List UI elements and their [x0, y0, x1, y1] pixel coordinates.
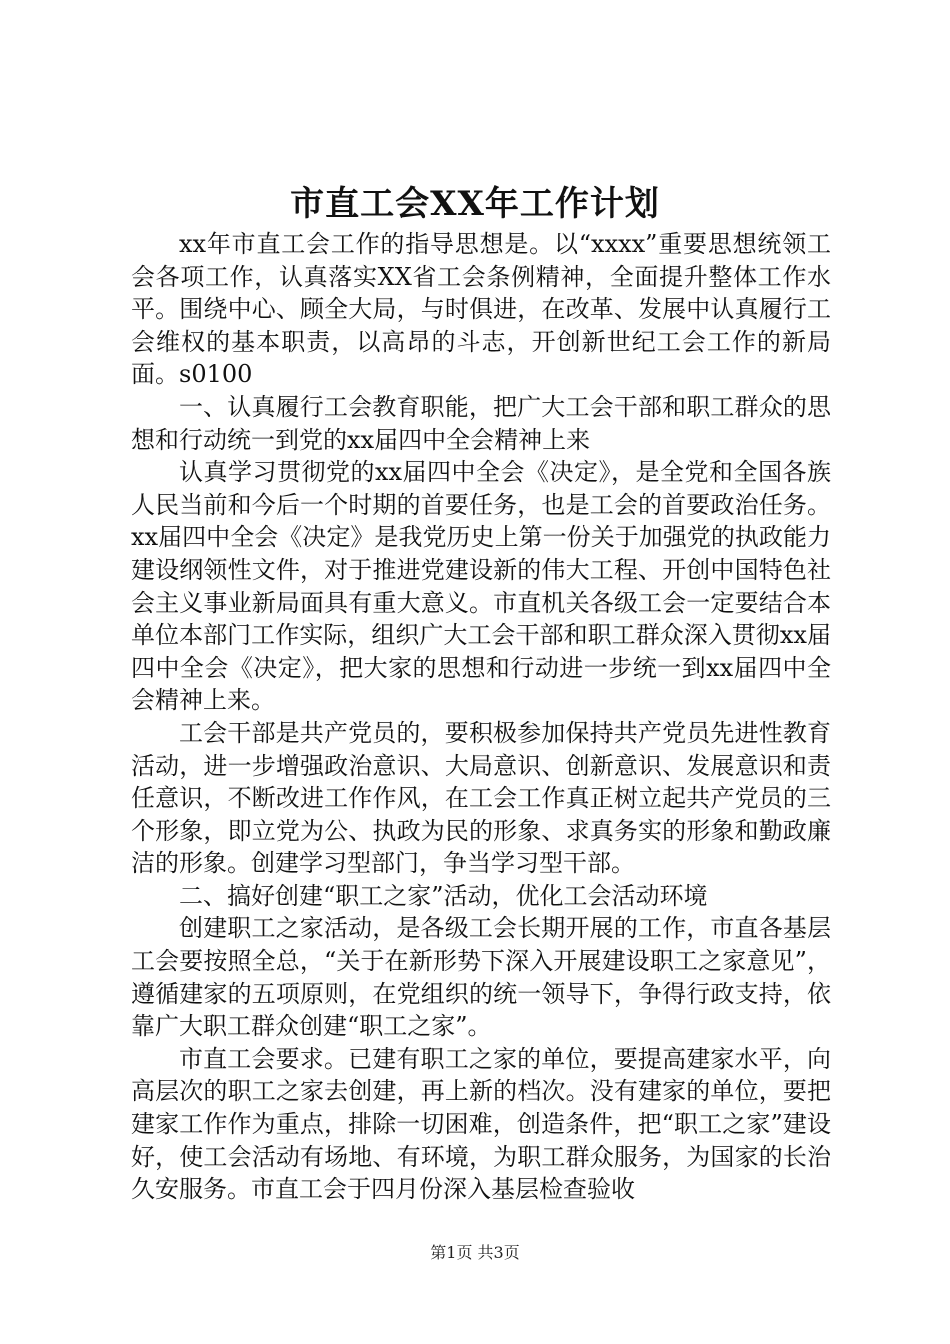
paragraph-cadre-education: 工会干部是共产党员的，要积极参加保持共产党员先进性教育活动，进一步增强政治意识、大局意识、创新意识、发展意识和责任意识，不断改进工作作风，在工会工作真正树立起共产党员的三个形象，即立党为公、执政为民的形象、求真务实的形象和勤政廉洁的形象。创建学习型部门，争当学习型干部。 [131, 718, 831, 878]
section-heading-2: 二、搞好创建“职工之家”活动，优化工会活动环境 [179, 881, 708, 910]
document-title: 市直工会XX年工作计划 [290, 184, 660, 224]
paragraph-union-requirements: 市直工会要求。已建有职工之家的单位，要提高建家水平，向高层次的职工之家去创建，再上新的档次。没有建家的单位，要把建家工作作为重点，排除一切困难，创造条件，把“职工之家”建设好，使工会活动有场地、有环境，为职工群众服务，为国家的长治久安服务。市直工会于四月份深入基层检查验收 [131, 1044, 831, 1204]
paragraph-workers-home: 创建职工之家活动，是各级工会长期开展的工作，市直各基层工会要按照全总，“关于在新形势下深入开展建设职工之家意见”，遵循建家的五项原则，在党组织的统一领导下，争得行政支持，依靠广大职工群众创建“职工之家”。 [131, 914, 831, 1041]
page-number-footer: 第1页 共3页 [430, 1243, 520, 1262]
paragraph-study-decision: 认真学习贯彻党的xx届四中全会《决定》，是全党和全国各族人民当前和今后一个时期的首要任务，也是工会的首要政治任务。xx届四中全会《决定》是我党历史上第一份关于加强党的执政能力建设纲领性文件，对于推进党建设新的伟大工程、开创中国特色社会主义事业新局面具有重大意义。市直机关各级工会一定要结合本单位本部门工作实际，组织广大工会干部和职工群众深入贯彻xx届四中全会《决定》，把大家的思想和行动进一步统一到xx届四中全会精神上来。 [131, 458, 831, 715]
paragraph-guiding-ideology: xx年市直工会工作的指导思想是。以“xxxx”重要思想统领工会各项工作，认真落实XX省工会条例精神，全面提升整体工作水平。围绕中心、顾全大局，与时俱进，在改革、发展中认真履行工会维权的基本职责，以高昂的斗志，开创新世纪工会工作的新局面。s0100 [131, 230, 831, 389]
document-body [131, 228, 831, 1206]
section-heading-1: 一、认真履行工会教育职能，把广大工会干部和职工群众的思想和行动统一到党的xx届四中全会精神上来 [131, 392, 831, 454]
